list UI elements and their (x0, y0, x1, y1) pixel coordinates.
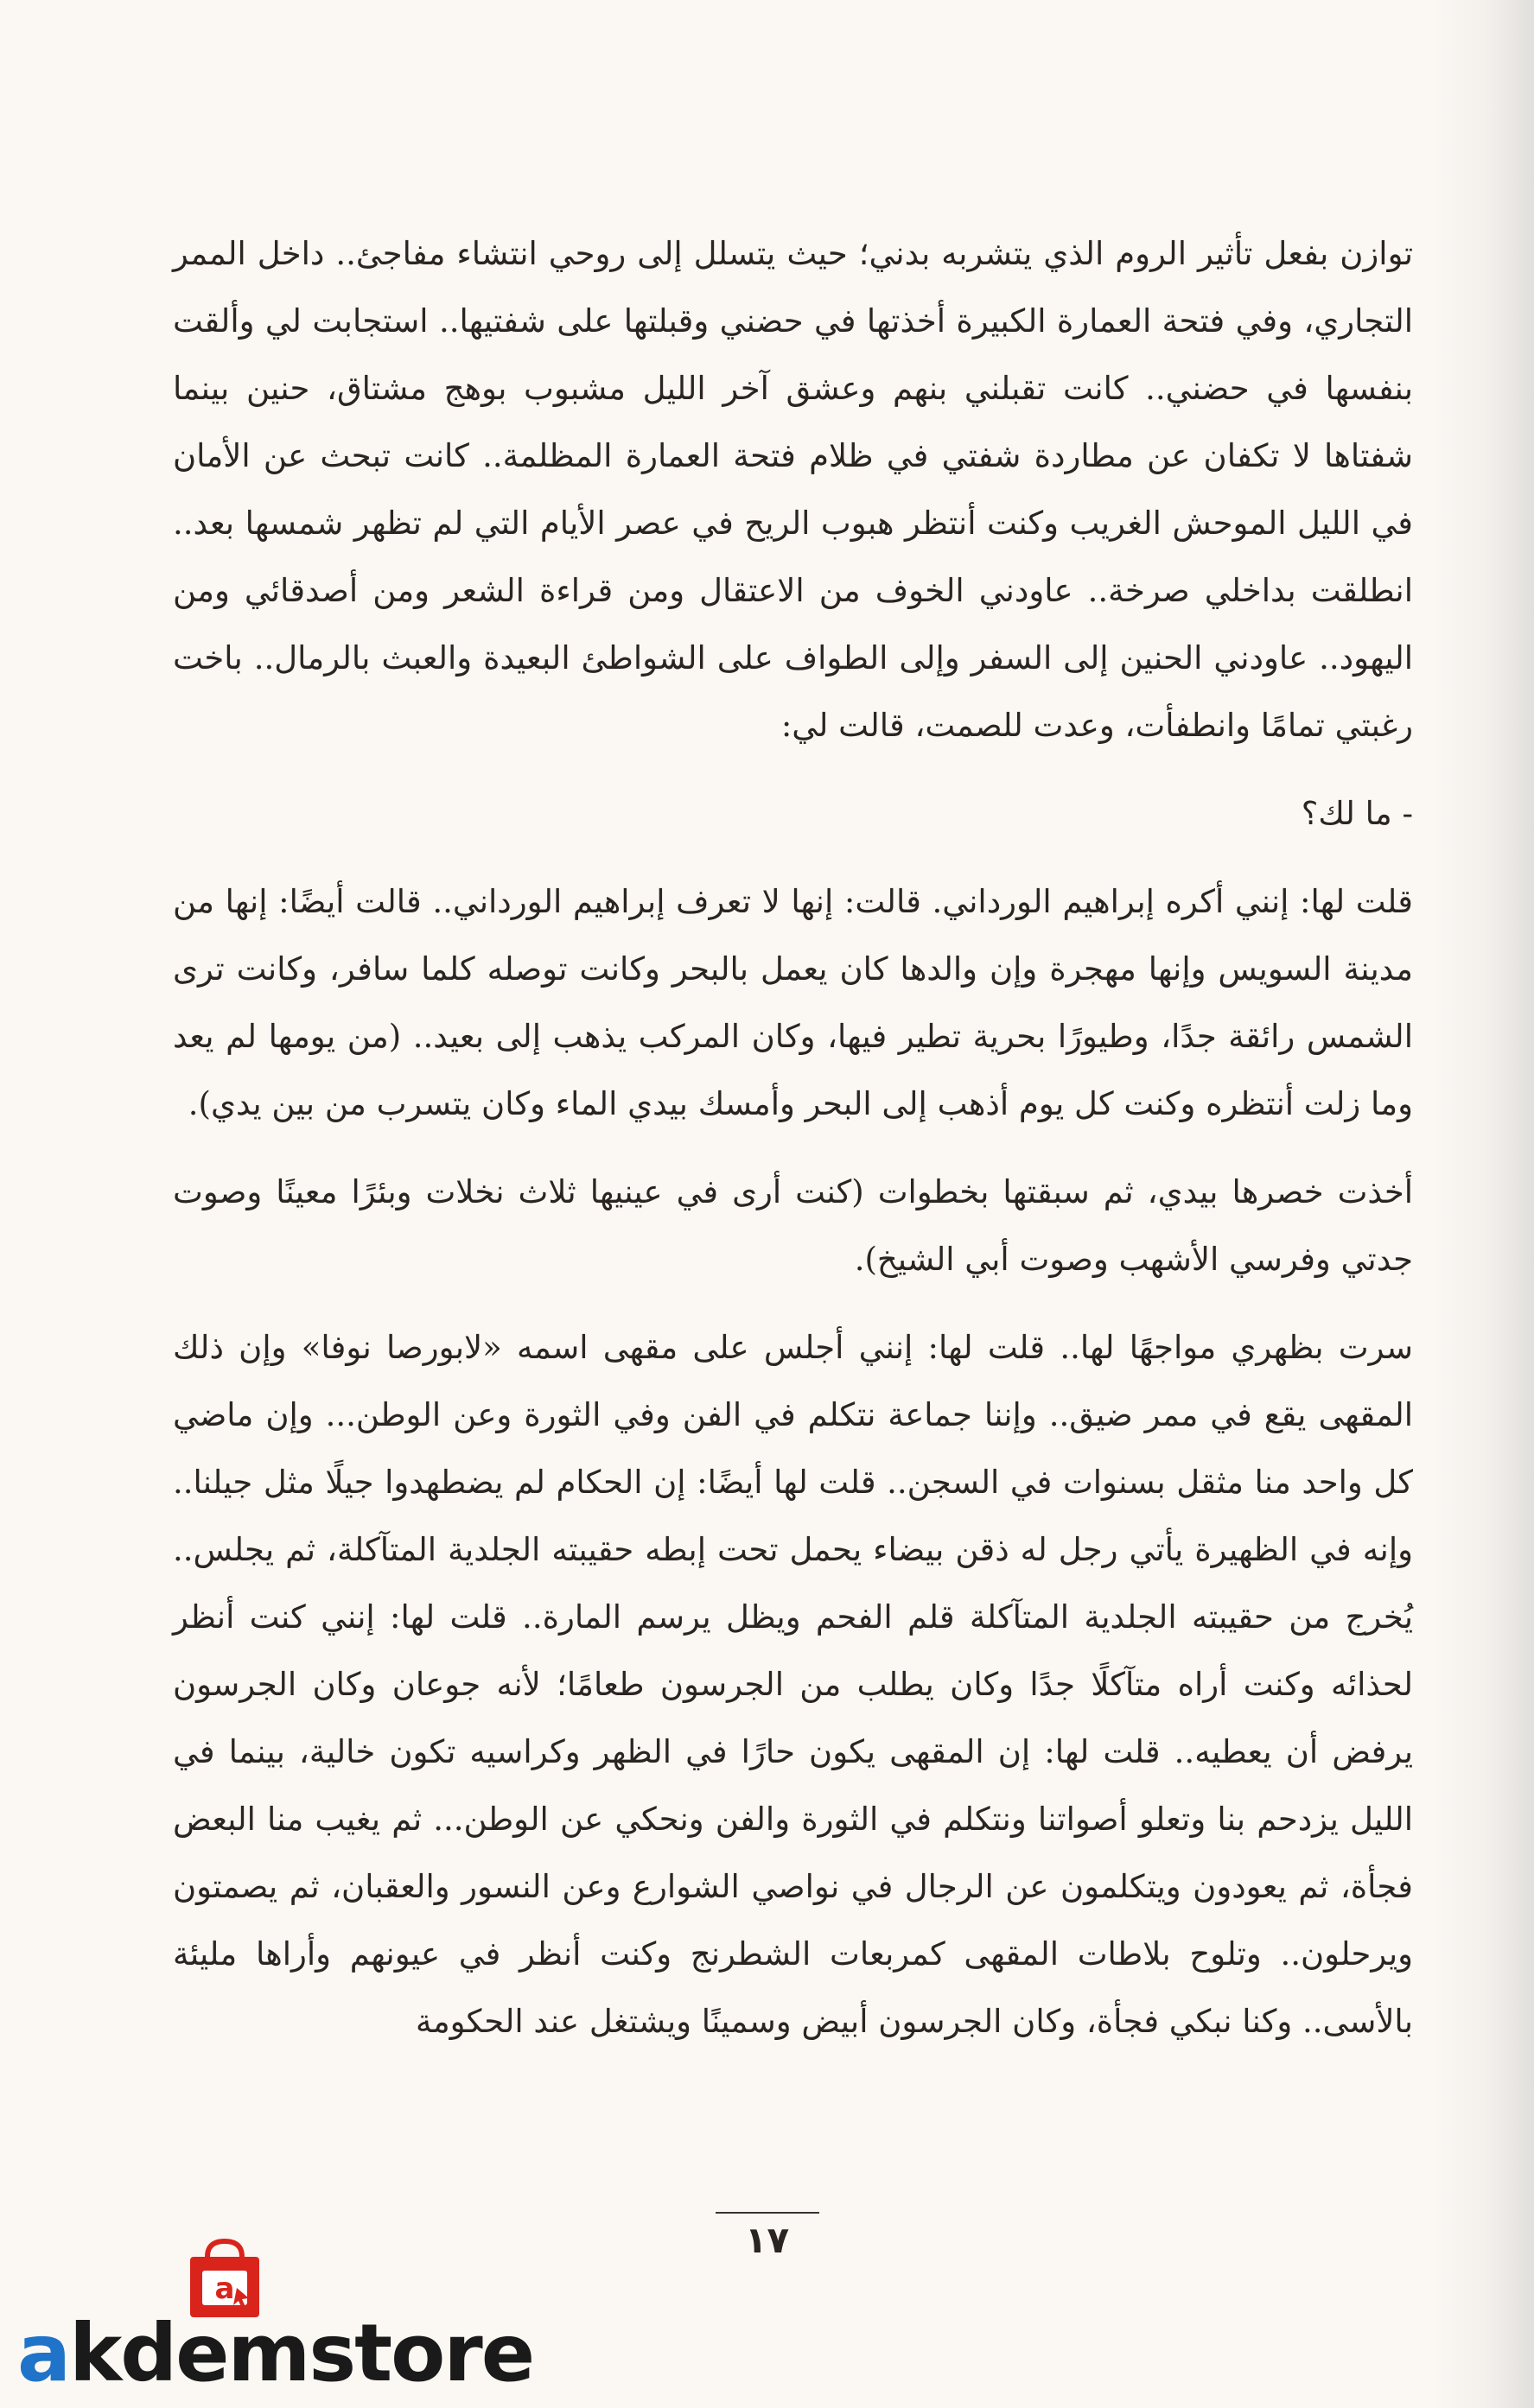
page-gutter-shadow (1430, 0, 1534, 2408)
paragraph-5: سرت بظهري مواجهًا لها.. قلت لها: إنني أجلس على مقهى اسمه «لابورصا نوفا» وإن ذلك المقهى يقع في ممر ضيق.. وإننا جماعة نتكلم في الفن وفي الثورة وعن الوطن... وإن ماضي كل واحد منا مثقل بسنوات في السجن.. قلت لها أيضًا: إن الحكام لم يضطهدوا جيلًا مثل جيلنا.. وإنه في الظهيرة يأتي رجل له ذقن بيضاء يحمل تحت إبطه حقيبته الجلدية المتآكلة، ثم يجلس.. يُخرج من حقيبته الجلدية المتآكلة قلم الفحم ويظل يرسم المارة.. قلت لها: إنني كنت أنظر لحذائه وكنت أراه متآكلًا جدًا وكان يطلب من الجرسون طعامًا؛ لأنه جوعان وكان الجرسون يرفض أن يعطيه.. قلت لها: إن المقهى يكون حارًا في الظهر وكراسيه تكون خالية، بينما في الليل يزدحم بنا وتعلو أصواتنا ونتكلم في الثورة والفن ونحكي عن الوطن... ثم يغيب منا البعض فجأة، ثم يعودون ويتكلمون عن الرجال في نواصي الشوارع وعن النسور والعقبان، ثم يصمتون ويرحلون.. وتلوح بلاطات المقهى كمربعات الشطرنج وكنت أنظر في عيونهم وأراها مليئة بالأسى.. وكنا نبكي فجأة، وكان الجرسون أبيض وسمينًا ويشتغل عند الحكومة (173, 1329, 1413, 2040)
paragraph-4: أخذت خصرها بيدي، ثم سبقتها بخطوات (كنت أرى في عينيها ثلاث نخلات وبئرًا معينًا وصوت جدتي وفرسي الأشهب وصوت أبي الشيخ). (173, 1173, 1413, 1278)
paragraph-2-dialogue: - ما لك؟ (1301, 795, 1413, 832)
body-text (173, 220, 1413, 2055)
logo-rest-text: kdemstore (69, 2307, 534, 2399)
logo-first-letter: a (17, 2307, 70, 2399)
store-logo-wordmark (17, 2307, 533, 2399)
paragraph-3: قلت لها: إنني أكره إبراهيم الورداني. قالت: إنها لا تعرف إبراهيم الورداني.. قالت أيضًا: إنها من مدينة السويس وإنها مهجرة وإن والدها كان يعمل بالبحر وكانت توصله كلما سافر، وكانت ترى الشمس رائقة جدًا، وطيورًا بحرية تطير فيها، وكان المركب يذهب إلى بعيد.. (من يومها لم يعد وما زلت أنتظره وكنت كل يوم أذهب إلى البحر وأمسك بيدي الماء وكان يتسرب من بين يدي). (173, 883, 1413, 1122)
paragraph-1: توازن بفعل تأثير الروم الذي يتشربه بدني؛ حيث يتسلل إلى روحي انتشاء مفاجئ.. داخل الممر التجاري، وفي فتحة العمارة الكبيرة أخذتها في حضني وقبلتها على شفتيها.. استجابت لي وألقت بنفسها في حضني.. كانت تقبلني بنهم وعشق آخر الليل مشبوب بوهج مشتاق، حنين بينما شفتاها لا تكفان عن مطاردة شفتي في ظلام فتحة العمارة المظلمة.. كانت تبحث عن الأمان في الليل الموحش الغريب وكنت أنتظر هبوب الريح في عصر الأيام التي لم تظهر شمسها بعد.. انطلقت بداخلي صرخة.. عاودني الخوف من الاعتقال ومن قراءة الشعر ومن أصدقائي ومن اليهود.. عاودني الحنين إلى السفر وإلى الطواف على الشواطئ البعيدة والعبث بالرمال.. باخت رغبتي تمامًا وانطفأت، وعدت للصمت، قالت لي: (173, 235, 1413, 744)
svg-text:a: a (214, 2271, 235, 2306)
store-watermark-logo (17, 2238, 534, 2402)
page-number: ١٧ (716, 2212, 819, 2261)
